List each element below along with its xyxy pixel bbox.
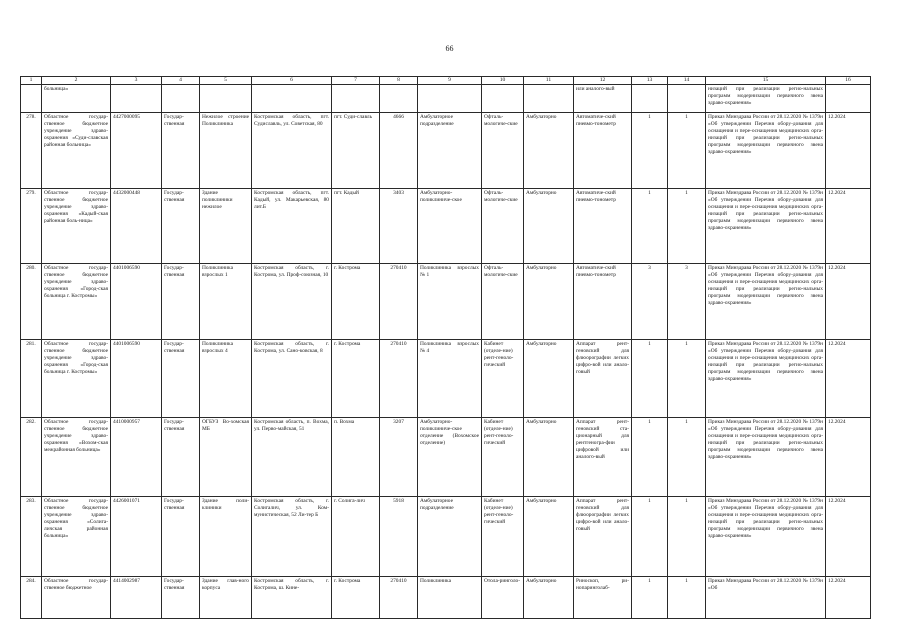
cell-quantity: 1 [632, 189, 668, 264]
column-number: 1 [21, 77, 42, 85]
cell-number: 278. [21, 113, 42, 189]
column-number: 11 [524, 77, 574, 85]
cell-organization: Областное государ-ственное бюджетное учреждение здраво-охранения «Город-ская больница г. Костромы» [42, 340, 111, 418]
cell-care-conditions: Амбулаторно [524, 418, 574, 497]
cell-ownership: Государ-ственная [162, 497, 200, 577]
cell-inn: 4426001071 [111, 497, 162, 577]
cell-population: 3403 [380, 189, 418, 264]
cell-quantity: 1 [632, 497, 668, 577]
cell-ownership: Государ-ственная [162, 340, 200, 418]
cell-population: 270410 [380, 577, 418, 619]
cell-unit: Офталь-мологиче-ские [482, 264, 524, 340]
column-number: 5 [200, 77, 252, 85]
cell-quantity [632, 85, 668, 113]
cell-number: 283. [21, 497, 42, 577]
cell-ownership: Государ-ственная [162, 264, 200, 340]
cell-building: Здание поликлиники нежилое [200, 189, 252, 264]
cell-building: Поликлиника взрослых 1 [200, 264, 252, 340]
cell-address: Костромская область, г. Солигалич, ул. Ком-мунистическая, 52 Ли-тер Б [252, 497, 332, 577]
cell-quantity-planned: 1 [668, 418, 706, 497]
cell-inn: 4427000095 [111, 113, 162, 189]
cell-equipment: Автоматиче-ский пневмо-тонометр [574, 264, 632, 340]
cell-division: Амбулаторно-поликлиниче-ское [418, 189, 482, 264]
cell-division [418, 85, 482, 113]
cell-division: Поликлиника взрослых № 1 [418, 264, 482, 340]
cell-quantity-planned: 1 [668, 340, 706, 418]
cell-legal-basis: Приказ Минздрава России от 28.12.2020 № 1379н «Об утверждении Перечня обору-дования для оснащения и пере-оснащения медицинских орга-низаций при реализации регио-нальных программ модернизации первичного звена здраво-охранения» [706, 189, 826, 264]
cell-deadline: 12.2024 [826, 189, 871, 264]
column-number: 9 [418, 77, 482, 85]
column-number: 8 [380, 77, 418, 85]
cell-locality: пгт. Кадый [332, 189, 380, 264]
cell-locality: г. Кострома [332, 264, 380, 340]
cell-equipment: Автоматиче-ский пневмо-тонометр [574, 189, 632, 264]
cell-building: Нежилое строение Поликлиника [200, 113, 252, 189]
cell-locality: п. Вохма [332, 418, 380, 497]
cell-care-conditions: Амбулаторно [524, 264, 574, 340]
cell-unit: Кабинет (отделе-ние) рент-геноло-гический [482, 340, 524, 418]
cell-unit [482, 85, 524, 113]
cell-inn: 4401006590 [111, 264, 162, 340]
cell-building: Здание глав-ного корпуса [200, 577, 252, 619]
table-row [21, 497, 871, 577]
cell-deadline: 12.2024 [826, 497, 871, 577]
cell-address: Костромская область, п. Вохма, ул. Перво-майская, 51 [252, 418, 332, 497]
cell-care-conditions [524, 85, 574, 113]
cell-equipment: Риноскоп, ри-нопаринголаб- [574, 577, 632, 619]
cell-organization: Областное государ-ственное бюджетное учреждение здраво-охранения «Солига-личская районная больница» [42, 497, 111, 577]
cell-division: Амбулаторно-поликлиниче-ское отделение (Вохомское отделение) [418, 418, 482, 497]
cell-ownership: Государ-ственная [162, 577, 200, 619]
cell-organization: Областное государ-ственное бюджетное учреждение здраво-охранения «Город-ская больница г. Костромы» [42, 264, 111, 340]
cell-care-conditions: Амбулаторно [524, 497, 574, 577]
cell-legal-basis: низаций при реализации регио-нальных программ модернизации первичного звена здраво-охранения» [706, 85, 826, 113]
cell-population: 270410 [380, 264, 418, 340]
registry-table [20, 76, 871, 619]
cell-deadline: 12.2024 [826, 577, 871, 619]
cell-address [252, 85, 332, 113]
cell-deadline: 12.2024 [826, 264, 871, 340]
cell-building: Здание поли-клиники [200, 497, 252, 577]
column-number: 7 [332, 77, 380, 85]
column-number: 2 [42, 77, 111, 85]
cell-deadline: 12.2024 [826, 340, 871, 418]
cell-quantity: 3 [632, 264, 668, 340]
cell-number: 282. [21, 418, 42, 497]
cell-division: Амбулаторное подразделение [418, 113, 482, 189]
cell-ownership: Государ-ственная [162, 418, 200, 497]
column-number: 14 [668, 77, 706, 85]
cell-organization: Областное государ-ственное бюджетное учреждение здраво-охранения «Кадый-ская районная боль-ница» [42, 189, 111, 264]
cell-locality [332, 85, 380, 113]
cell-care-conditions: Амбулаторно [524, 340, 574, 418]
cell-unit: Отола-ринголо- [482, 577, 524, 619]
column-number: 15 [706, 77, 826, 85]
column-number-row [21, 77, 871, 85]
cell-organization: Областное государ-ственное бюджетное учреждение здраво-охранения «Суди-славская районная больница» [42, 113, 111, 189]
cell-quantity: 1 [632, 418, 668, 497]
cell-equipment: или аналого-вый [574, 85, 632, 113]
cell-quantity-planned: 1 [668, 577, 706, 619]
cell-quantity-planned: 3 [668, 264, 706, 340]
cell-ownership [162, 85, 200, 113]
cell-unit: Офталь-мологиче-ские [482, 113, 524, 189]
column-number: 10 [482, 77, 524, 85]
cell-inn: 4401006590 [111, 340, 162, 418]
cell-building: ОГБУЗ Во-хомская МБ [200, 418, 252, 497]
cell-equipment: Аппарат рент-геновский для флюорографии легких цифро-вой или анало-говый [574, 497, 632, 577]
cell-address: Костромская область, г. Кострома, ш. Кине- [252, 577, 332, 619]
cell-population: 3207 [380, 418, 418, 497]
column-number: 13 [632, 77, 668, 85]
cell-locality: г. Кострома [332, 340, 380, 418]
column-number: 4 [162, 77, 200, 85]
cell-equipment: Автоматиче-ский пневмо-тонометр [574, 113, 632, 189]
cell-quantity-planned [668, 85, 706, 113]
cell-legal-basis: Приказ Минздрава России от 28.12.2020 № 1379н «Об утверждении Перечня обору-дования для оснащения и пере-оснащения медицинских орга-низаций при реализации регио-нальных программ модернизации первичного звена здраво-охранения» [706, 340, 826, 418]
table-row [21, 340, 871, 418]
cell-number: 280. [21, 264, 42, 340]
cell-address: Костромская область, г. Кострома, ул. Проф-союзная, 10 [252, 264, 332, 340]
cell-division: Амбулаторное подразделение [418, 497, 482, 577]
cell-unit: Кабинет (отделе-ние) рент-геноло-гический [482, 497, 524, 577]
column-number: 16 [826, 77, 871, 85]
cell-address: Костромская область, г. Кострома, ул. Сано-ковская, 8 [252, 340, 332, 418]
cell-equipment: Аппарат рент-геновский для флюорографии легких цифро-вой или анало-говый [574, 340, 632, 418]
cell-population: 5918 [380, 497, 418, 577]
cell-legal-basis: Приказ Минздрава России от 28.12.2020 № 1379н «Об утверждении Перечня обору-дования для оснащения и пере-оснащения медицинских орга-низаций при реализации регио-нальных программ модернизации первичного звена здраво-охранения» [706, 264, 826, 340]
cell-deadline [826, 85, 871, 113]
cell-population [380, 85, 418, 113]
cell-deadline: 12.2024 [826, 113, 871, 189]
cell-deadline: 12.2024 [826, 418, 871, 497]
cell-division: Поликлиника взрослых № 4 [418, 340, 482, 418]
cell-quantity-planned: 1 [668, 113, 706, 189]
cell-organization: Областное государ-ственное бюджетное учреждение здраво-охранения «Вохом-ская межрайонная больница» [42, 418, 111, 497]
cell-quantity: 1 [632, 113, 668, 189]
cell-population: 4666 [380, 113, 418, 189]
cell-organization: больница» [42, 85, 111, 113]
cell-number: 279. [21, 189, 42, 264]
cell-legal-basis: Приказ Минздрава России от 28.12.2020 № 1379н «Об утверждении Перечня обору-дования для оснащения и пере-оснащения медицинских орга-низаций при реализации регио-нальных программ модернизации первичного звена здраво-охранения» [706, 497, 826, 577]
cell-number: 284. [21, 577, 42, 619]
cell-legal-basis: Приказ Минздрава России от 28.12.2020 № 1379н «Об утверждении Перечня обору-дования для оснащения и пере-оснащения медицинских орга-низаций при реализации регио-нальных программ модернизации первичного звена здраво-охранения» [706, 113, 826, 189]
cell-ownership: Государ-ственная [162, 113, 200, 189]
cell-address: Костромская область, пгт. Кадый, ул. Макарьевская, 80 лит.Б [252, 189, 332, 264]
cell-care-conditions: Амбулаторно [524, 577, 574, 619]
table-row [21, 264, 871, 340]
cell-quantity-planned: 1 [668, 189, 706, 264]
cell-population: 270410 [380, 340, 418, 418]
cell-quantity: 1 [632, 340, 668, 418]
cell-legal-basis: Приказ Минздрава России от 28.12.2020 № 1379н «Об [706, 577, 826, 619]
table-row [21, 189, 871, 264]
cell-legal-basis: Приказ Минздрава России от 28.12.2020 № 1379н «Об утверждении Перечня обору-дования для оснащения и пере-оснащения медицинских орга-низаций при реализации регио-нальных программ модернизации первичного звена здраво-охранения» [706, 418, 826, 497]
column-number: 3 [111, 77, 162, 85]
cell-division: Поликлиника [418, 577, 482, 619]
cell-quantity-planned: 1 [668, 497, 706, 577]
cell-inn [111, 85, 162, 113]
cell-care-conditions: Амбулаторно [524, 113, 574, 189]
cell-care-conditions: Амбулаторно [524, 189, 574, 264]
table-row [21, 418, 871, 497]
cell-number [21, 85, 42, 113]
cell-unit: Офталь-мологиче-ские [482, 189, 524, 264]
cell-locality: г. Кострома [332, 577, 380, 619]
cell-unit: Кабинет (отделе-ние) рент-геноло-гический [482, 418, 524, 497]
cell-inn: 4432000448 [111, 189, 162, 264]
continuation-row [21, 85, 871, 113]
cell-organization: Областное государ-ственное бюджетное [42, 577, 111, 619]
column-number: 6 [252, 77, 332, 85]
cell-number: 281. [21, 340, 42, 418]
cell-inn: 4414002987 [111, 577, 162, 619]
cell-locality: пгт. Суди-славль [332, 113, 380, 189]
cell-building [200, 85, 252, 113]
cell-inn: 4410000957 [111, 418, 162, 497]
cell-quantity: 1 [632, 577, 668, 619]
column-number: 12 [574, 77, 632, 85]
cell-building: Поликлиника взрослых 4 [200, 340, 252, 418]
page-number: 66 [445, 44, 454, 53]
table-row [21, 577, 871, 619]
cell-equipment: Аппарат рент-геновский ста-ционарный для рентгеногра-фии цифровой или аналого-вый [574, 418, 632, 497]
table-row [21, 113, 871, 189]
cell-ownership: Государ-ственная [162, 189, 200, 264]
cell-address: Костромская область, пгт. Судиславль, ул. Советская, 80 [252, 113, 332, 189]
cell-locality: г. Солига-лич [332, 497, 380, 577]
